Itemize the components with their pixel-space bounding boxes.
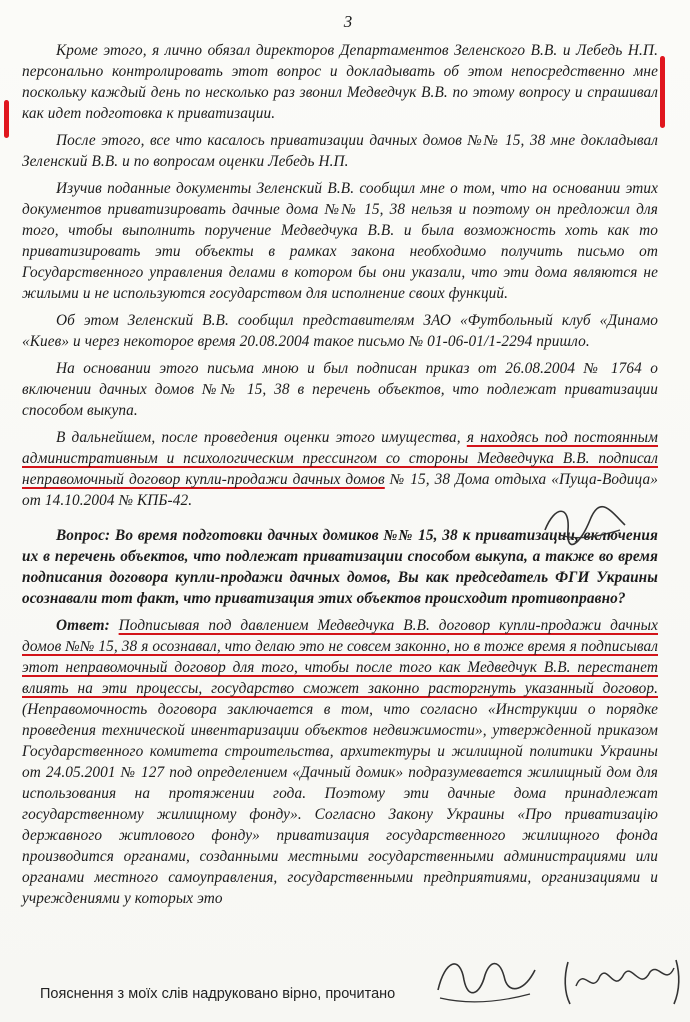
paragraph-6 [22,427,658,511]
paragraph-4: Об этом Зеленский В.В. сообщил представителям ЗАО «Футбольный клуб «Динамо «Киев» и через некоторое время 20.08.2004 такое письмо № 01-06-01/1-2294 пришло. [22,312,658,350]
document-body [22,40,658,915]
answer-paragraph [22,615,658,909]
question-label: Вопрос: [56,527,111,544]
signature-mark-bottom [430,950,540,1010]
page-number: 3 [343,12,353,31]
paragraph-2: После этого, все что касалось приватизации дачных домов №№ 15, 38 мне докладывал Зеленский В.В. и по вопросам оценки Лебедь Н.П. [22,132,658,170]
left-margin-mark [4,100,9,138]
signature-mark-middle [540,500,630,550]
paragraph-1: Кроме этого, я лично обязал директоров Департаментов Зеленского В.В. и Лебедь Н.П. персонально контролировать этот вопрос и докладывать об этом непосредственно мне поскольку каждый день по несколько раз звонил Медведчук В.В. по этому вопросу и спрашивал как идет подготовка к приватизации. [22,42,658,122]
answer-label: Ответ: [56,617,110,634]
question-text: Во время подготовки дачных домиков №№ 15, 38 к приватизации, включения их в перечень объектов, что подлежат приватизации способом выкупа, а также во время подписания договора купли-продажи дачных домов, Вы как председатель ФГИ Украины осознавали тот факт, что приватизация этих объектов происходит противоправно? [22,527,658,607]
paragraph-6-end: № 15, 38 Дома отдыха «Пуща-Водица» от 14.10.2004 № КПБ-42. [22,471,658,509]
answer-text: (Неправомочность договора заключается в том, что согласно «Инструкции о порядке проведения технической инвентаризации объектов недвижимости», утвержденной приказом Государственного комитета строительства, архитектуры и жилищной политики Украины от 24.05.2001 № 127 под определением «Дачный домик» подразумевается жилищный дом для использования на протяжении года. Поэтому эти дачные дома принадлежат государственному жилищному фонду». Согласно Закону Украины «Про приватизацію державного житлового фонду» приватизация государственного жилищного фонда производится органами, созданными местными государственными администрациями или органами местного самоуправления, государственными предприятиями, организациями и учреждениями у которых это [22,701,658,907]
paragraph-6-start: В дальнейшем, после проведения оценки этого имущества, [56,429,467,446]
answer-underlined: Подписывая под давлением Медведчука В.В. договор купли-продажи дачных домов №№ 15, 38 я осознавал, что делаю это не совсем законно, но в тоже время я подписывал этот неправомочный договор для того, чтобы после того как Медведчук В.В. перестанет влиять на эти процессы, государство сможет законно расторгнуть указанный договор. [22,617,658,697]
footer-statement: Пояснення з моїх слів надруковано вірно, прочитано [40,986,396,1002]
paragraph-5: На основании этого письма мною и был подписан приказ от 26.08.2004 № 1764 о включении дачных домов №№ 15, 38 в перечень объектов, что подлежат приватизации способом выкупа. [22,360,658,419]
signature-mark-right [562,956,682,1008]
paragraph-3: Изучив поданные документы Зеленский В.В. сообщил мне о том, что на основании этих документов приватизировать дачные дома №№ 15, 38 нельзя и поэтому он предложил для того, чтобы выполнить поручение Медведчука В.В. и была возможность хоть как то приватизировать эти объекты в рамках закона необходимо получить письмо от Государственного управления делами в котором бы они указали, что эти дома являются не жилыми и не используются государством для исполнение своих функций. [22,180,658,302]
paragraph-6-underlined: я находясь под постоянным административным и психологическим прессингом со стороны Медведчука В.В. подписал неправомочный договор купли-продажи дачных домов [22,429,658,488]
right-margin-mark [660,56,665,128]
